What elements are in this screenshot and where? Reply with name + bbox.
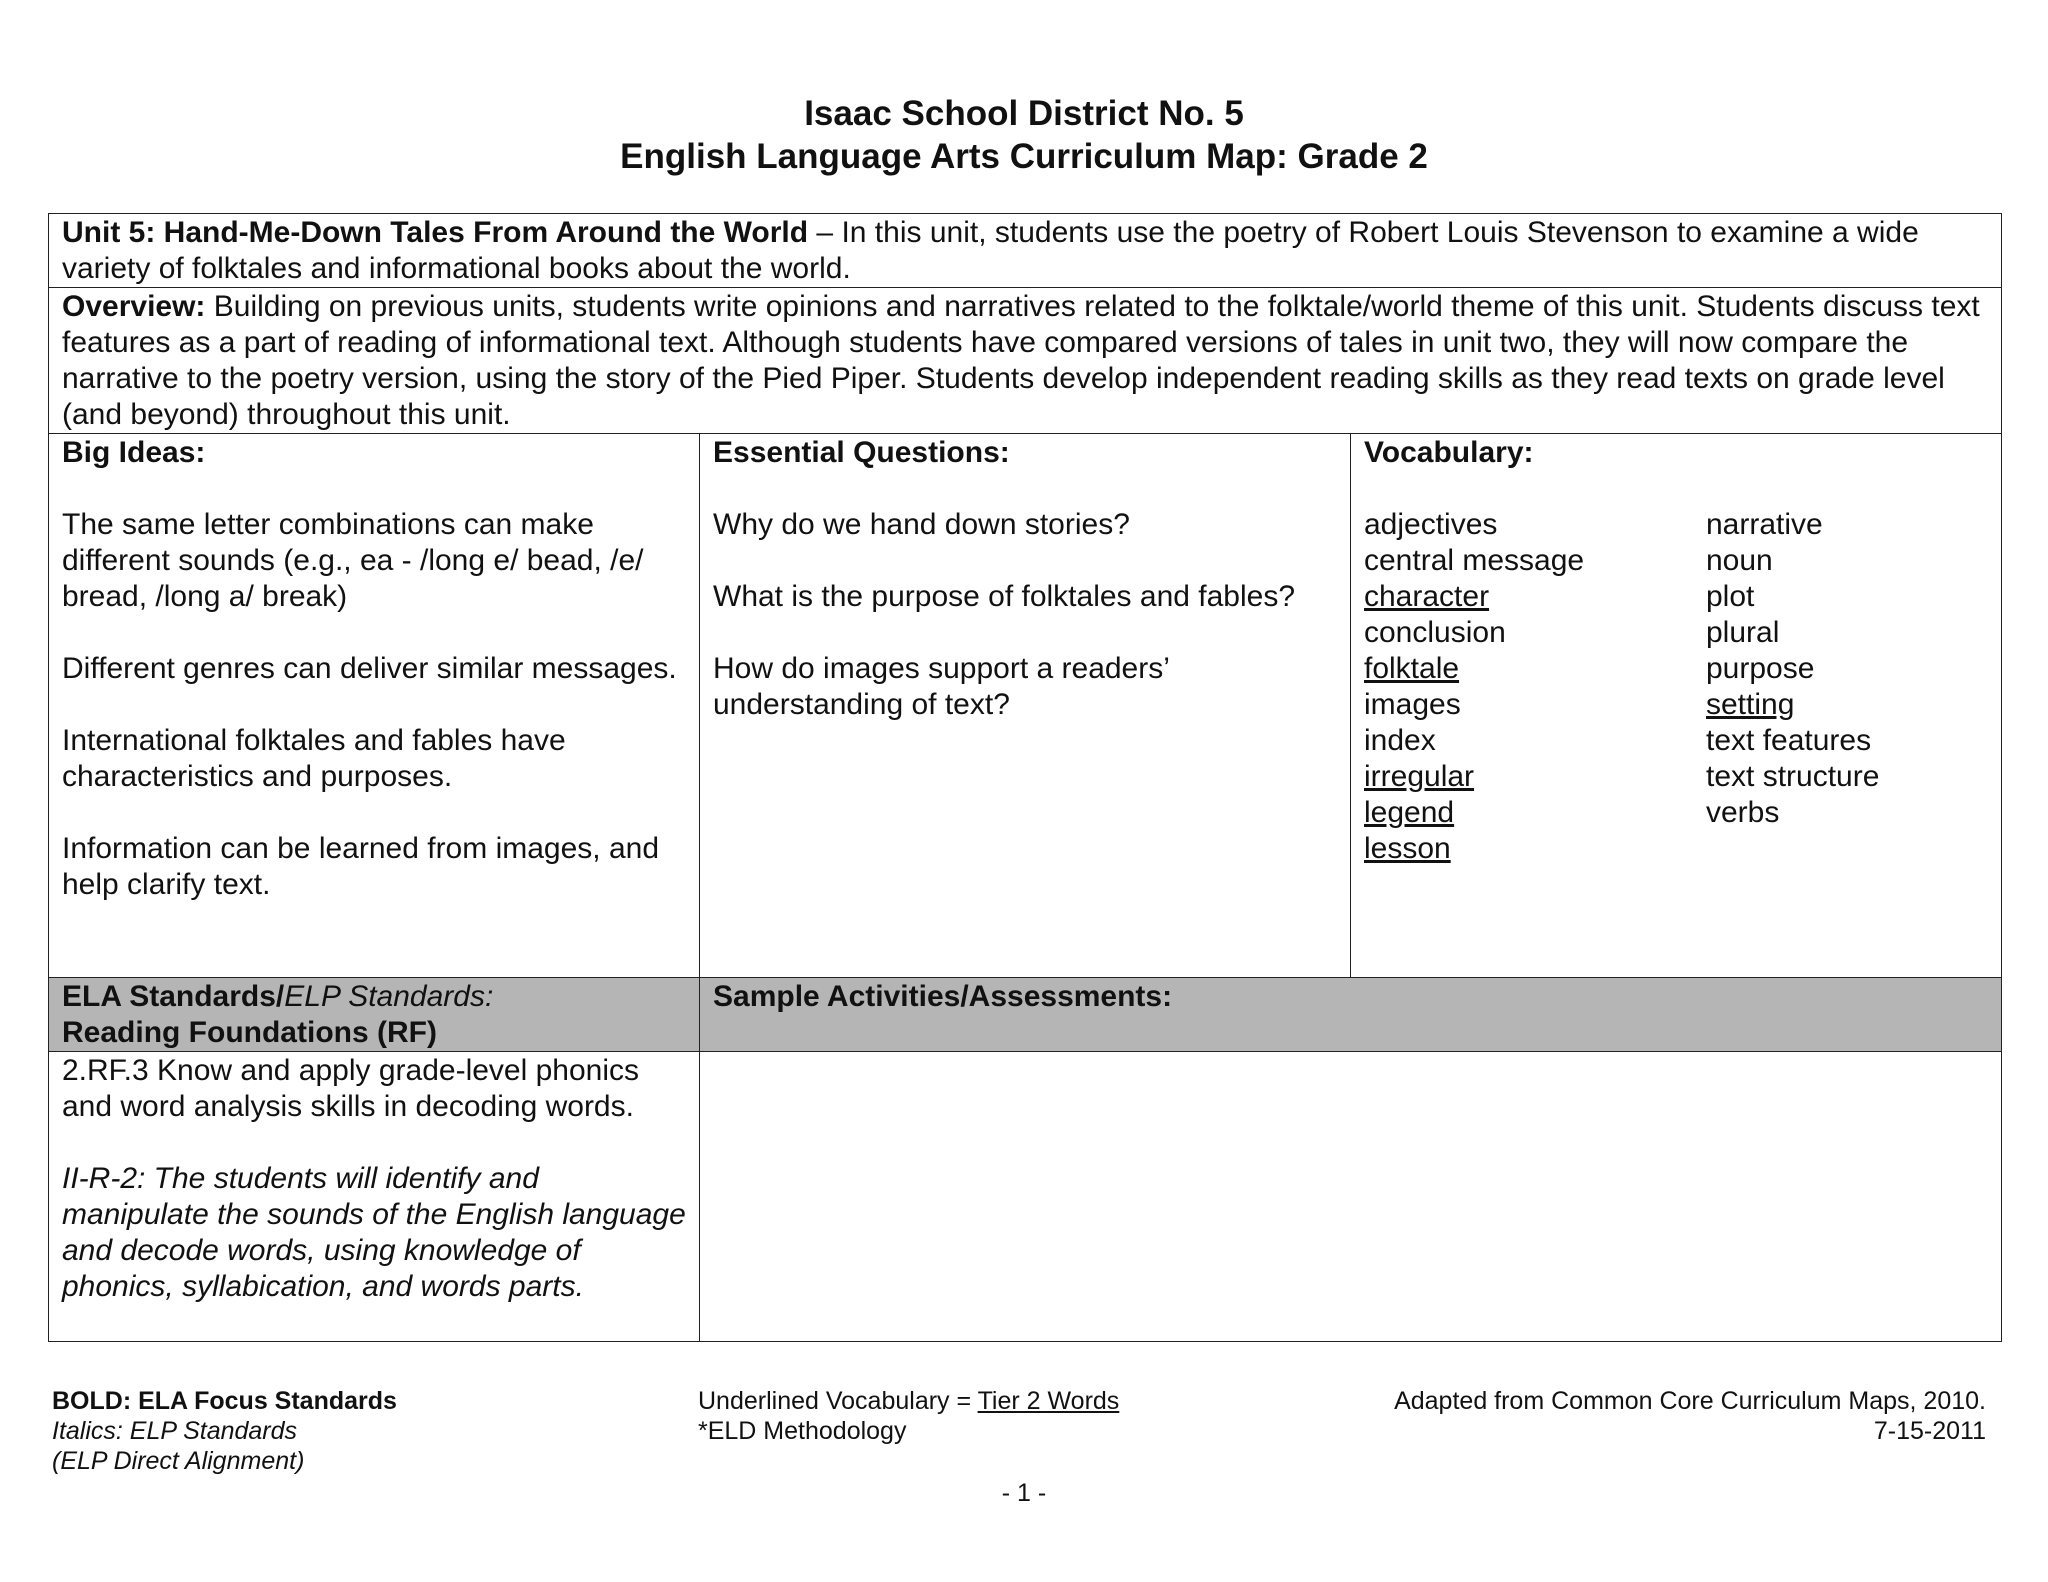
ela-standard-text: 2.RF.3 Know and apply grade-level phonics and word analysis skills in decoding words. [62,1054,640,1123]
footer-vocab-legend [698,1386,1119,1446]
standards-header-cell [49,978,700,1052]
vocabulary-word: text structure [1706,760,1880,793]
district-title: Isaac School District No. 5 [804,94,1244,133]
essential-questions-cell [700,434,1351,978]
elp-standards-label: ELP Standards: [284,980,494,1013]
vocabulary-word: character [1364,580,1490,613]
essential-questions-label: Essential Questions: [713,436,1010,469]
footer-adapted-from: Adapted from Common Core Curriculum Maps, 2010. [1394,1387,1986,1415]
vocabulary-word: text features [1706,724,1872,757]
vocabulary-word: noun [1706,544,1773,577]
activities-header-cell [700,978,2002,1052]
vocabulary-column-2 [1706,507,1988,867]
vocabulary-word: folktale [1364,652,1460,685]
unit-row [49,214,2002,288]
essential-question-item: How do images support a readers’ understanding of text? [713,652,1169,721]
unit-description: – In this unit, students use the poetry of Robert Louis Stevenson to examine a wide variety of folktales and informational books about the world. [62,216,1919,285]
vocabulary-word: purpose [1706,652,1815,685]
unit-title: Unit 5: Hand-Me-Down Tales From Around the World [62,216,809,249]
vocabulary-word: index [1364,724,1436,757]
footer-tier2-words: Tier 2 Words [977,1387,1120,1415]
footer-eld-methodology: *ELD Methodology [698,1417,907,1445]
ela-standards-label: ELA Standards/ [62,980,285,1013]
vocabulary-word: lesson [1364,832,1451,865]
footer-legend [52,1386,397,1476]
vocabulary-word: adjectives [1364,508,1498,541]
ideas-row [49,434,2002,978]
strand-label: Reading Foundations (RF) [62,1016,437,1049]
activities-cell [700,1052,2002,1342]
overview-text: Building on previous units, students write opinions and narratives related to the folktale/world theme of this unit. Students discuss text features as a part of reading of informational text. Although students have compared versions of tales in unit two, they will now compare the narrative to the poetry version, using the story of the Pied Piper. Students develop independent reading skills as they read texts on grade level (and beyond) throughout this unit. [62,290,1980,431]
overview-row [49,288,2002,434]
big-idea-item: Information can be learned from images, and help clarify text. [62,832,659,901]
footer-italic-note: (ELP Direct Alignment) [52,1447,305,1475]
big-ideas-cell [49,434,700,978]
vocabulary-word: irregular [1364,760,1475,793]
big-ideas-label: Big Ideas: [62,436,206,469]
footer-italic-legend: Italics: ELP Standards [52,1417,298,1445]
vocabulary-word: images [1364,688,1461,721]
essential-question-item: Why do we hand down stories? [713,508,1130,541]
big-idea-item: Different genres can deliver similar messages. [62,652,677,685]
footer-bold-legend: BOLD: ELA Focus Standards [52,1387,397,1415]
vocabulary-word: setting [1706,688,1795,721]
big-idea-item: The same letter combinations can make different sounds (e.g., ea - /long e/ bead, /e/ bread, /long a/ break) [62,508,644,613]
vocabulary-word: narrative [1706,508,1823,541]
footer-underline-legend: Underlined Vocabulary = [698,1387,978,1415]
curriculum-map-title: English Language Arts Curriculum Map: Grade 2 [620,137,1428,176]
vocabulary-word: plural [1706,616,1780,649]
big-idea-item: International folktales and fables have characteristics and purposes. [62,724,566,793]
overview-label: Overview: [62,290,206,323]
vocabulary-word: verbs [1706,796,1780,829]
footer-date: 7-15-2011 [1873,1417,1986,1445]
footer-source [1394,1386,1986,1446]
activities-label: Sample Activities/Assessments: [713,980,1173,1013]
essential-question-item: What is the purpose of folktales and fables? [713,580,1296,613]
vocabulary-label: Vocabulary: [1364,436,1534,469]
vocabulary-word: plot [1706,580,1755,613]
standards-header-row [49,978,2002,1052]
vocabulary-list [1364,507,1988,867]
standards-cell [49,1052,700,1342]
vocabulary-column-1 [1364,507,1706,867]
page-number: - 1 - [1001,1479,1047,1507]
overview-cell [49,288,2002,434]
vocabulary-word: central message [1364,544,1585,577]
curriculum-map-table [48,213,2002,1342]
vocabulary-word: conclusion [1364,616,1506,649]
unit-cell [49,214,2002,288]
elp-standard-text: II-R-2: The students will identify and manipulate the sounds of the English language and decode words, using knowledge of phonics, syllabication, and words parts. [62,1162,686,1303]
standards-row [49,1052,2002,1342]
vocabulary-word: legend [1364,796,1455,829]
vocabulary-cell [1351,434,2002,978]
